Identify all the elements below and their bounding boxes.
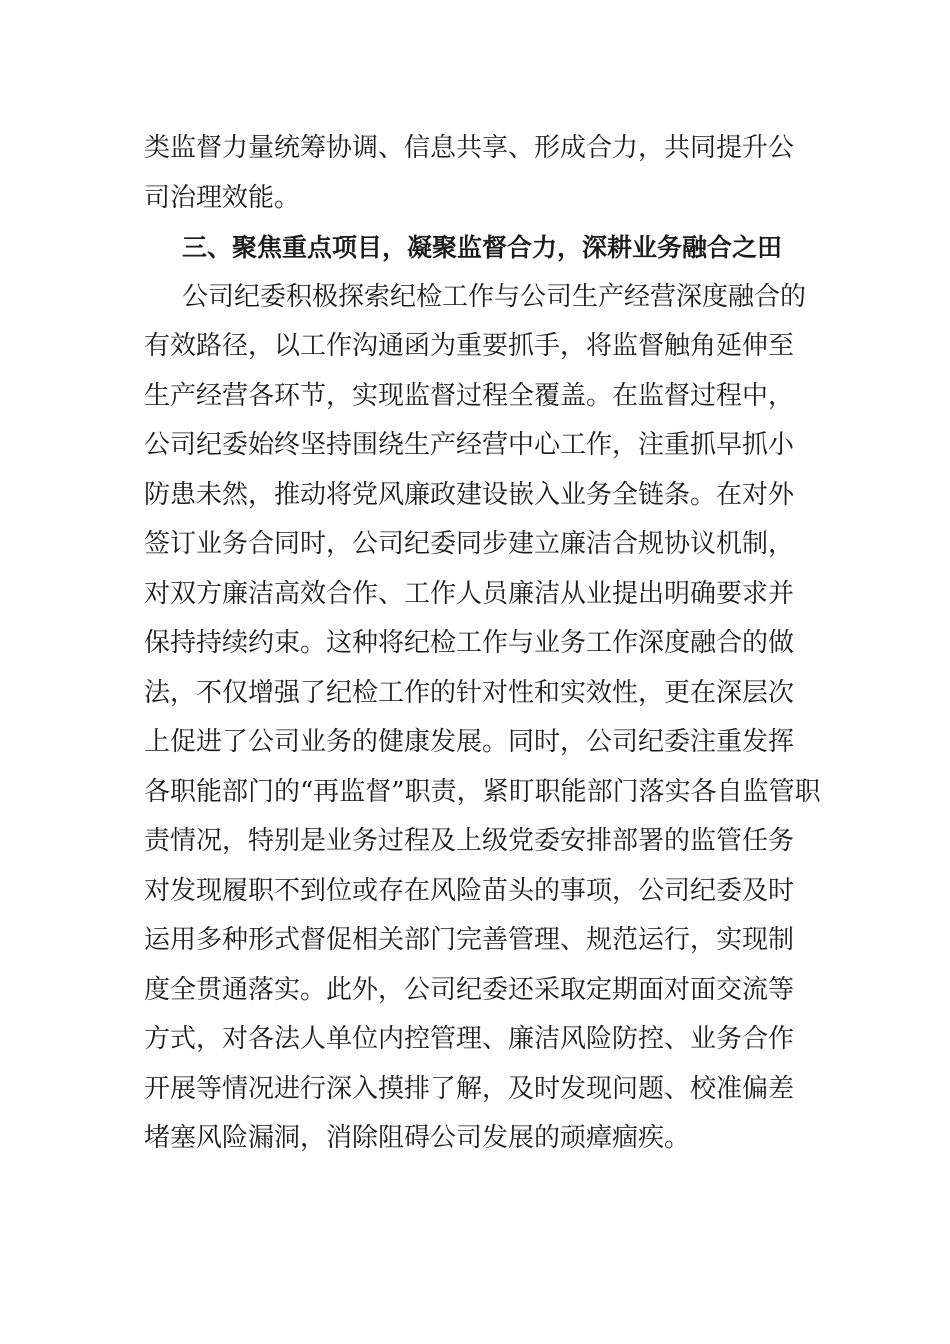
heading-text: 三、聚焦重点项目，凝聚监督合力，深耕业务融合之田 — [182, 233, 783, 262]
text-line: 对双方廉洁高效合作、工作人员廉洁从业提出明确要求并 — [144, 578, 795, 609]
text-line: 公司纪委始终坚持围绕生产经营中心工作，注重抓早抓小 — [144, 430, 795, 460]
text-line: 各职能部门的“再监督”职责，紧盯职能部门落实各自监管职 — [144, 776, 821, 807]
intro-paragraph — [144, 124, 808, 223]
text-line: 类监督力量统筹协调、信息共享、形成合力，共同提升公 — [144, 133, 795, 163]
text-line: 上促进了公司业务的健康发展。同时，公司纪委注重发挥 — [144, 727, 795, 757]
text-line: 开展等情况进行深入摸排了解，及时发现问题、校准偏差 — [144, 1073, 795, 1104]
document-page — [144, 124, 821, 1164]
text-line: 对发现履职不到位或存在风险苗头的事项，公司纪委及时 — [144, 875, 795, 906]
text-line: 运用多种形式督促相关部门完善管理、规范运行，实现制 — [144, 925, 795, 955]
text-line: 签订业务合同时，公司纪委同步建立廉洁合规协议机制， — [144, 529, 795, 559]
body-paragraph — [144, 273, 821, 1164]
text-line: 防患未然，推动将党风廉政建设嵌入业务全链条。在对外 — [144, 479, 795, 510]
section-heading — [144, 223, 808, 273]
text-line: 法，不仅增强了纪检工作的针对性和实效性，更在深层次 — [144, 677, 795, 708]
text-line: 司治理效能。 — [144, 182, 301, 213]
text-line: 保持持续约束。这种将纪检工作与业务工作深度融合的做 — [144, 628, 795, 658]
text-line: 堵塞风险漏洞，消除阻碍公司发展的顽瘴痼疾。 — [144, 1123, 691, 1153]
text-line: 有效路径，以工作沟通函为重要抓手，将监督触角延伸至 — [144, 331, 795, 361]
text-line: 公司纪委积极探索纪检工作与公司生产经营深度融合的 — [182, 281, 807, 312]
text-line: 方式，对各法人单位内控管理、廉洁风险防控、业务合作 — [144, 1024, 795, 1054]
text-line: 生产经营各环节，实现监督过程全覆盖。在监督过程中， — [144, 380, 795, 411]
text-line: 责情况，特别是业务过程及上级党委安排部署的监管任务 — [144, 826, 795, 856]
text-line: 度全贯通落实。此外，公司纪委还采取定期面对面交流等 — [144, 974, 795, 1005]
